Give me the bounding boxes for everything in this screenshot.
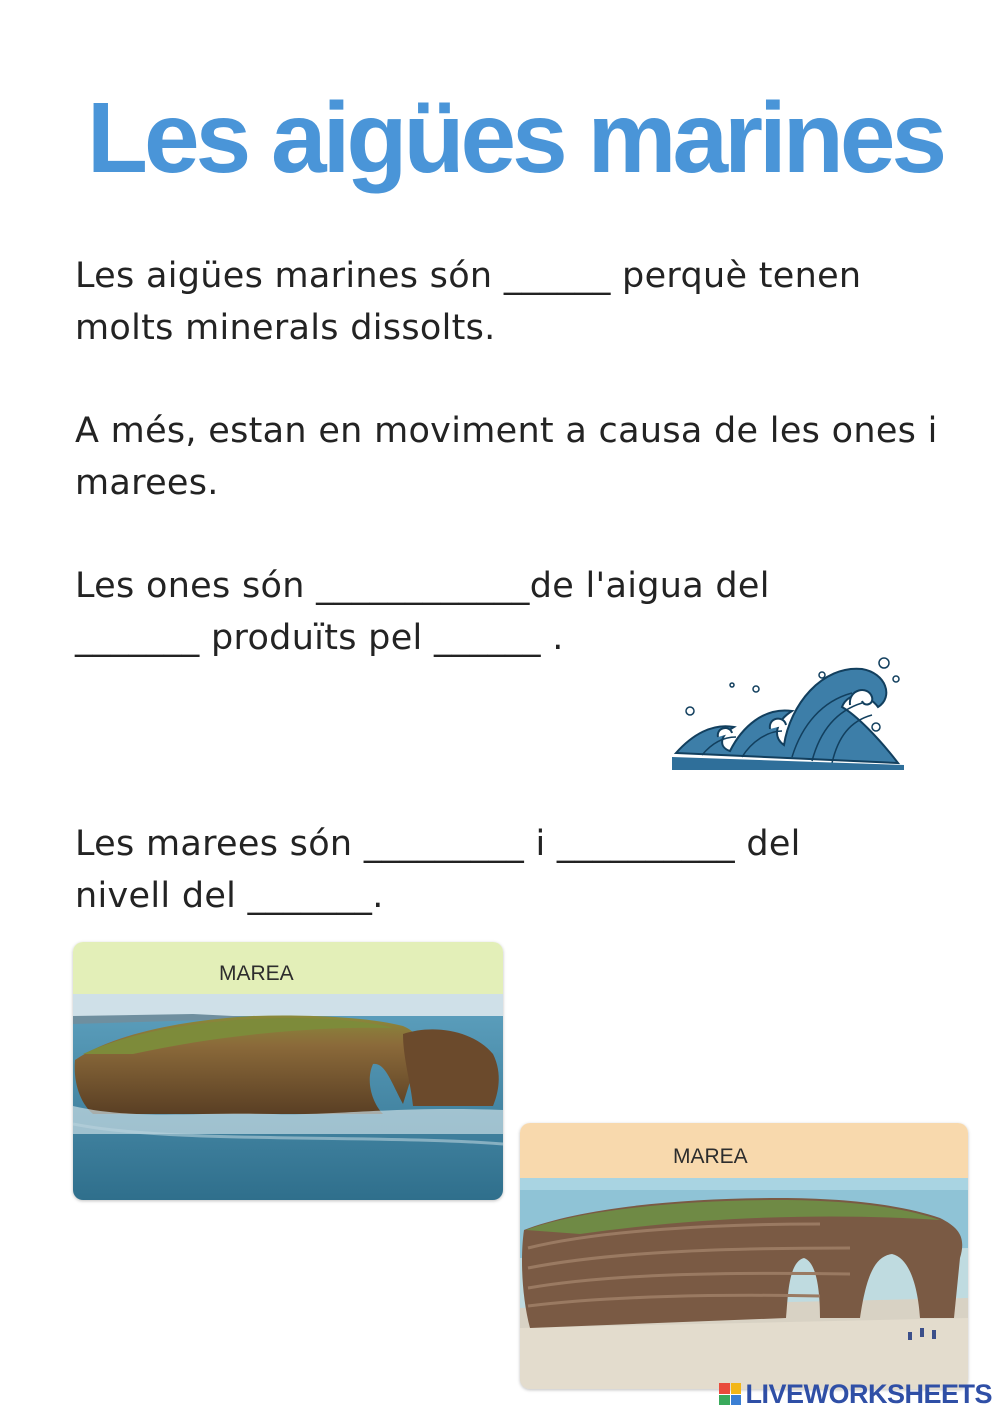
card-label: MAREA	[219, 962, 294, 985]
tide-card-low	[520, 1123, 968, 1389]
paragraph-tides	[75, 818, 955, 922]
paragraph-line: marees.	[75, 463, 219, 503]
paragraph-line: Les ones són ____________de l'aigua del	[75, 566, 770, 606]
paragraph-line: Les aigües marines són ______ perquè tenen	[75, 256, 862, 296]
wave-illustration	[672, 645, 904, 770]
brand-name: LIVEWORKSHEETS	[745, 1378, 992, 1409]
low-tide-photo	[520, 1178, 968, 1389]
paragraph-line: molts minerals dissolts.	[75, 308, 496, 348]
liveworksheets-logo-icon	[719, 1383, 741, 1405]
card-band	[73, 942, 503, 994]
paragraph-line: A més, estan en moviment a causa de les ones i	[75, 411, 938, 451]
paragraph-line: _______ produïts pel ______ .	[75, 618, 564, 658]
card-band	[520, 1123, 968, 1178]
tide-card-high	[73, 942, 503, 1200]
paragraph-salinity	[75, 250, 955, 354]
card-label: MAREA	[673, 1145, 748, 1168]
paragraph-line: nivell del _______.	[75, 876, 384, 916]
paragraph-movement	[75, 405, 955, 509]
paragraph-line: Les marees són _________ i __________ del	[75, 824, 801, 864]
high-tide-photo	[73, 994, 503, 1200]
liveworksheets-logo	[719, 1380, 992, 1408]
page-title: Les aigües marines	[86, 82, 944, 194]
